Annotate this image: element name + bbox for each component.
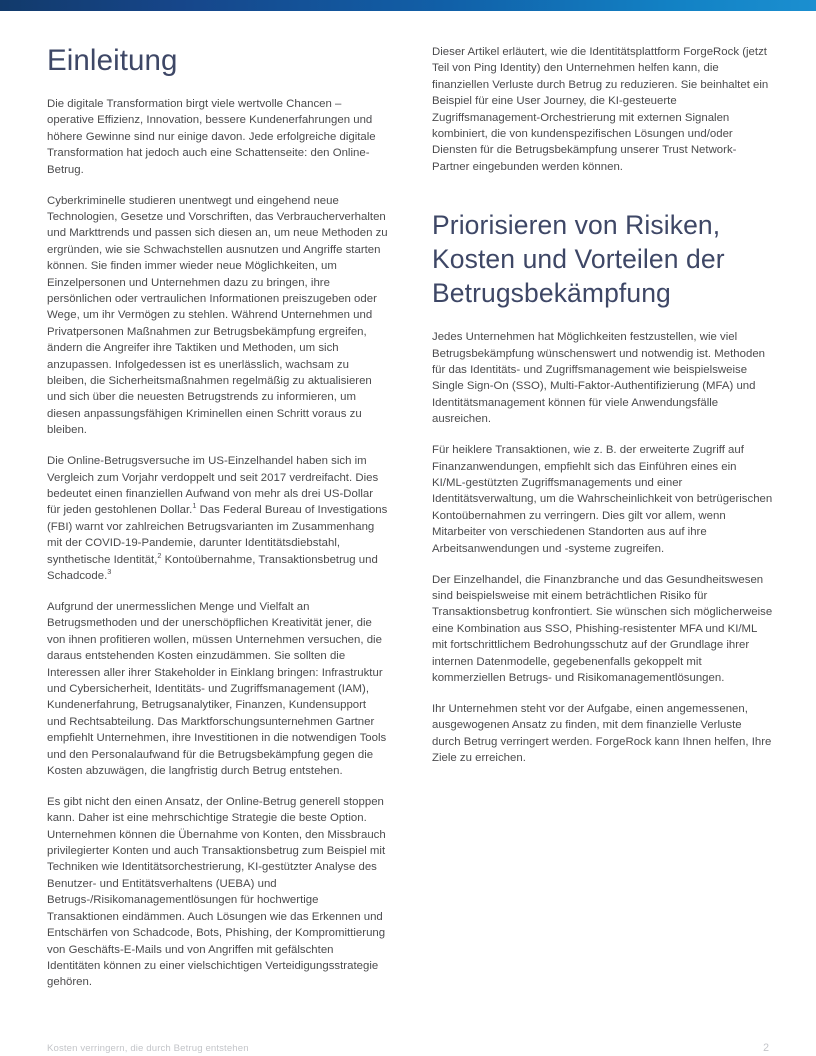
footnote-paragraph-part-2: Das Federal Bureau of Investigations (FBI) warnt vor zahlreichen Betrugsvarianten im Zusammenhang mit der COVID-19-Pandemie, darunter Identitätsdiebstahl, synthetische Identität, (47, 504, 388, 566)
footnote-marker-2: 2 (157, 550, 162, 560)
paragraph: Ihr Unternehmen steht vor der Aufgabe, einen angemessenen, ausgewogenen Ansatz zu finden, mit dem finanzielle Verluste durch Betrug verringert werden. ForgeRock kann Ihnen helfen, Ihre Ziele zu erreichen. (432, 702, 772, 765)
footnote-paragraph-part-1: Die Online-Betrugsversuche im US-Einzelhandel haben sich im Vergleich zum Vorjahr verdoppelt und seit 2017 verdreifacht. Dies bedeutet einen finanziellen Aufwand von mehr als drei US-Dollar für jeden gestohlenen Dollar. (47, 455, 379, 517)
footnote-marker-1: 1 (192, 501, 197, 511)
paragraph: Aufgrund der unermesslichen Menge und Vielfalt an Betrugsmethoden und der unerschöpflichen Kreativität jener, die von ihnen profitieren wollen, müssen Unternehmen versuchen, die daraus entstehenden Kosten einzudämmen. Sie sollten die Interessen aller ihrer Stakeholder in Einklang bringen: Infrastruktur und Cybersicherheit, Identitäts- und Zugriffsmanagement (IAM), Kundenerfahrung, Betrugsanalytiker, Finanzen, Kundensupport und Rechtsabteilung. Das Marktforschungsunternehmen Gartner empfiehlt Unternehmen, ihre Investitionen in die notwendigen Tools und den Personalaufwand für die Betrugsbekämpfung gegen die Kosten abzuwägen, die langfristig durch Betrug entstehen. (47, 600, 387, 777)
right-column (432, 44, 773, 991)
page-title: Einleitung (47, 44, 178, 77)
paragraph: Jedes Unternehmen hat Möglichkeiten festzustellen, wie viel Betrugsbekämpfung wünschenswert und notwendig ist. Methoden für das Identitäts- und Zugriffsmanagement wie beispielsweise Single Sign-On (SSO), Multi-Faktor-Authentifizierung (MFA) und Identitätsmanagement können für viele Anwendungsfälle ausreichen. (432, 331, 766, 426)
paragraph: Die digitale Transformation birgt viele wertvolle Chancen – operative Effizienz, Innovation, bessere Kundenerfahrungen und höhere Gewinne sind nur einige davon. Jede erfolgreiche digitale Transformation hat jedoch auch eine Schattenseite: den Online-Betrug. (47, 98, 376, 176)
paragraph: Der Einzelhandel, die Finanzbranche und das Gesundheitswesen sind beispielsweise mit einem beträchtlichen Risiko für Transaktionsbetrug konfrontiert. Sie wünschen sich möglicherweise eine Kombination aus SSO, Phishing-resistenter MFA und KI/ML mit fortschrittlichem Bedrohungsschutz auf der Grundlage ihrer internen Datenmodelle, gegebenenfalls gekoppelt mit kommerziellen Betrugs- und Risikomanagementlösungen. (432, 573, 773, 684)
page-content (0, 11, 816, 1056)
paragraph: Cyberkriminelle studieren unentwegt und eingehend neue Technologien, Gesetze und Vorschriften, das Verbraucherverhalten und Markttrends und passen sich diesen an, um neue Methoden zu ergründen, wie sie Schwachstellen ausnutzen und Angriffe starten können. Sie finden immer wieder neue Möglichkeiten, um Einzelpersonen und Unternehmen dazu zu bringen, ihre persönlichen oder vertraulichen Informationen preiszugeben oder Wege, um ihr Vermögen zu stehlen. Während Unternehmen und Privatpersonen Maßnahmen zur Betrugsbekämpfung ergreifen, ändern die Angreifer ihre Taktiken und Methoden, um sich anzupassen. Infolgedessen ist es unerlässlich, wachsam zu bleiben, die Sicherheitsmaßnahmen regelmäßig zu aktualisieren und sich über die neuesten Betrugstrends zu informieren, um diesen anpassungsfähigen Kriminellen einen Schritt voraus zu bleiben. (47, 194, 388, 437)
page-footer (47, 1040, 769, 1056)
footnote-marker-3: 3 (107, 567, 112, 577)
footnote-paragraph-part-3: Kontoübernahme, Transaktionsbetrug und Schadcode. (47, 553, 378, 582)
left-column (47, 44, 388, 991)
section-title: Priorisieren von Risiken, Kosten und Vorteilen der Betrugsbekämpfung (432, 210, 725, 309)
paragraph-with-footnotes (47, 453, 388, 584)
intro-paragraph: Dieser Artikel erläutert, wie die Identitätsplattform ForgeRock (jetzt Teil von Ping Identity) den Unternehmen helfen kann, die finanziellen Verluste durch Betrug zu reduzieren. Sie beinhaltet ein Beispiel für eine User Journey, die KI-gesteuerte Zugriffsmanagement-Orchestrierung mit externen Signalen kombiniert, die von kundenspezifischen Lösungen und/oder Diensten für die Betrugsbekämpfung unserer Trust Network-Partner eingebunden werden können. (432, 46, 769, 173)
paragraph: Es gibt nicht den einen Ansatz, der Online-Betrug generell stoppen kann. Daher ist eine mehrschichtige Strategie die beste Option. Unternehmen können die Übernahme von Konten, den Missbrauch privilegierter Konten und auch Transaktionsbetrug zum Beispiel mit Techniken wie Identitätsorchestrierung, KI-gestützter Analyse des Benutzer- und Entitätsverhaltens (UEBA) und Betrugs-/Risikomanagementlösungen für hochwertige Transaktionen eindämmen. Auch Lösungen wie das Erkennen und Entschärfen von Schadcode, Bots, Phishing, der Kompromittierung von Geschäfts-E-Mails und von Angriffen mit gefälschten Identitäten können zu einer vielschichtigen Verteidigungsstrategie gehören. (47, 795, 386, 989)
two-column-layout (47, 44, 773, 991)
paragraph: Für heiklere Transaktionen, wie z. B. der erweiterte Zugriff auf Finanzanwendungen, empfiehlt sich das Einführen eines ein KI/ML-gestützten Zugriffsmanagements und einer Identitätsverwaltung, um die Wahrscheinlichkeit von betrügerischen Kontoübernahmen zu verringern. Dies gilt vor allem, wenn Mitarbeiter von verschiedenen Standorten aus auf ihre Arbeitsanwendungen und -systeme zugreifen. (432, 444, 773, 555)
page-number: 2 (763, 1042, 769, 1054)
top-accent-bar (0, 0, 816, 11)
footer-title: Kosten verringern, die durch Betrug entstehen (47, 1042, 249, 1054)
